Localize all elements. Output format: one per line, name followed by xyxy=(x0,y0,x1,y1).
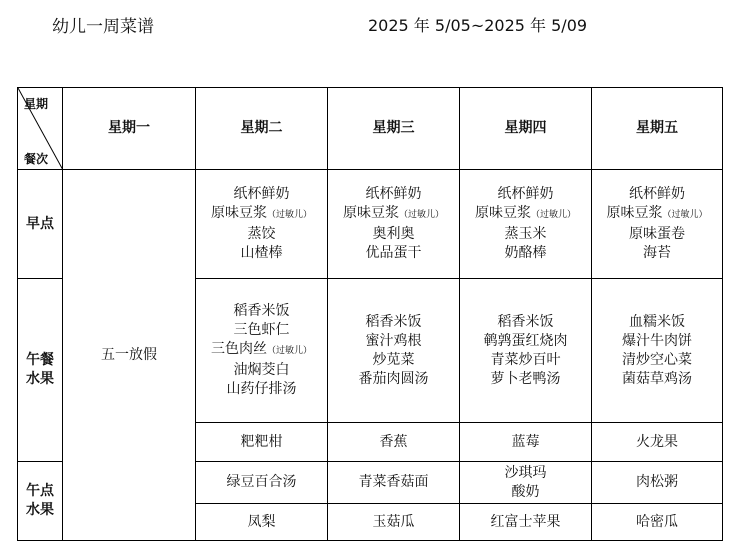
allergy-note: （过敏儿） xyxy=(662,210,708,220)
breakfast-fri xyxy=(592,170,723,279)
row-label-afternoon xyxy=(18,462,63,541)
menu-item: 稻香米饭 xyxy=(365,313,422,330)
menu-item: 绿豆百合汤 xyxy=(226,474,297,490)
breakfast-thu xyxy=(460,170,592,279)
menu-item: 原味豆浆 xyxy=(342,205,399,221)
lunch-fruit-tue: 粑粑柑 xyxy=(196,423,328,462)
snack-thu xyxy=(460,462,592,504)
row-label-lunch xyxy=(18,279,63,462)
menu-item: 鹌鹑蛋红烧肉 xyxy=(483,332,568,349)
menu-item: 纸杯鲜奶 xyxy=(233,186,290,202)
menu-item: 三色肉丝 xyxy=(210,341,267,357)
menu-item: 三色虾仁 xyxy=(233,322,290,338)
day-header-thu: 星期四 xyxy=(460,88,592,170)
menu-item: 青菜香菇面 xyxy=(358,474,429,490)
menu-item: 青菜炒百叶 xyxy=(490,351,561,368)
menu-item: 山楂棒 xyxy=(240,245,283,261)
snack-tue xyxy=(196,462,328,504)
day-header-wed: 星期三 xyxy=(328,88,460,170)
day-header-mon: 星期一 xyxy=(63,88,196,170)
lunch-fruit-wed: 香蕉 xyxy=(328,423,460,462)
row-label-lunch-fruit: 水果 xyxy=(26,371,54,387)
menu-item: 爆汁牛肉饼 xyxy=(622,332,692,349)
menu-item: 原味豆浆 xyxy=(210,205,267,221)
menu-item: 纸杯鲜奶 xyxy=(629,186,685,202)
menu-item: 清炒空心菜 xyxy=(622,351,692,368)
allergy-note: （过敏儿） xyxy=(398,210,444,220)
menu-item: 油焖茭白 xyxy=(233,362,290,378)
page-title: 幼儿一周菜谱 xyxy=(52,17,154,37)
lunch-fruit-thu: 蓝莓 xyxy=(460,423,592,462)
menu-item: 纸杯鲜奶 xyxy=(497,186,554,202)
corner-cell xyxy=(18,88,63,170)
menu-item: 萝卜老鸭汤 xyxy=(490,370,561,387)
menu-item: 蒸玉米 xyxy=(504,226,547,242)
menu-item: 山药仔排汤 xyxy=(226,381,297,397)
lunch-wed xyxy=(328,279,460,423)
header-row xyxy=(18,88,723,170)
day-header-fri: 星期五 xyxy=(592,88,723,170)
menu-item: 海苔 xyxy=(643,245,671,261)
corner-label-weekday: 星期 xyxy=(24,97,49,111)
menu-item: 原味豆浆 xyxy=(606,205,663,221)
row-label-afternoon-snack: 午点 xyxy=(26,483,54,499)
menu-item: 原味豆浆 xyxy=(474,205,531,221)
breakfast-row xyxy=(18,170,723,279)
allergy-note: （过敏儿） xyxy=(266,210,312,220)
row-label-lunch-meal: 午餐 xyxy=(26,352,54,368)
menu-item: 蒸饺 xyxy=(247,226,276,242)
menu-item: 优品蛋干 xyxy=(365,245,422,261)
menu-table xyxy=(17,87,723,541)
holiday-cell: 五一放假 xyxy=(63,170,196,541)
corner-label-meal: 餐次 xyxy=(24,152,49,166)
lunch-thu xyxy=(460,279,592,423)
lunch-fruit-fri: 火龙果 xyxy=(592,423,723,462)
allergy-note: （过敏儿） xyxy=(266,346,312,356)
menu-item: 血糯米饭 xyxy=(629,313,685,330)
menu-item: 酸奶 xyxy=(511,483,540,500)
menu-item: 番茄肉圆汤 xyxy=(358,370,429,387)
afternoon-fruit-tue: 凤梨 xyxy=(196,504,328,541)
menu-item: 肉松粥 xyxy=(636,474,678,490)
menu-item: 炒苋菜 xyxy=(372,351,415,368)
snack-wed xyxy=(328,462,460,504)
day-header-tue: 星期二 xyxy=(196,88,328,170)
menu-item: 稻香米饭 xyxy=(233,303,290,319)
lunch-fri xyxy=(592,279,723,423)
menu-item: 原味蛋卷 xyxy=(629,226,685,242)
menu-item: 奶酪棒 xyxy=(504,245,547,261)
menu-item: 菌菇草鸡汤 xyxy=(622,370,692,387)
date-range: 2025 年 5/05~2025 年 5/09 xyxy=(368,16,588,35)
afternoon-fruit-thu: 红富士苹果 xyxy=(460,504,592,541)
afternoon-fruit-wed: 玉菇瓜 xyxy=(328,504,460,541)
row-label-breakfast: 早点 xyxy=(18,170,63,279)
menu-item: 蜜汁鸡根 xyxy=(365,332,422,349)
menu-item: 纸杯鲜奶 xyxy=(365,186,422,202)
snack-fri xyxy=(592,462,723,504)
allergy-note: （过敏儿） xyxy=(530,210,576,220)
breakfast-tue xyxy=(196,170,328,279)
afternoon-fruit-fri: 哈密瓜 xyxy=(592,504,723,541)
menu-item: 稻香米饭 xyxy=(497,313,554,330)
lunch-tue xyxy=(196,279,328,423)
row-label-afternoon-fruit: 水果 xyxy=(26,502,54,518)
menu-item: 奥利奥 xyxy=(372,226,415,242)
menu-item: 沙琪玛 xyxy=(504,464,547,481)
breakfast-wed xyxy=(328,170,460,279)
